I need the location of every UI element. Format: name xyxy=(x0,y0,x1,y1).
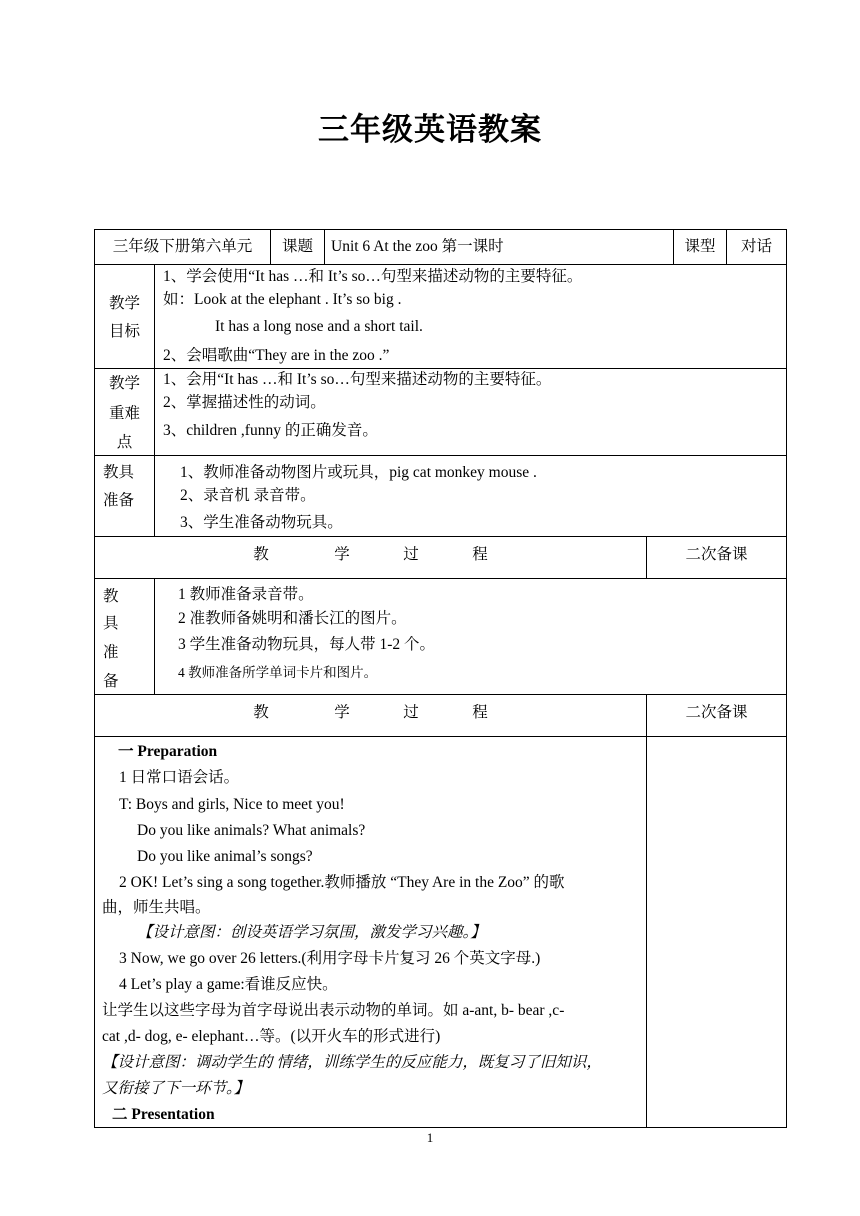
section-heading-preparation: 一 Preparation xyxy=(118,743,218,760)
prep-label-char: 备 xyxy=(103,673,119,690)
second-prep-header: 二次备课 xyxy=(685,704,748,721)
goals-line: It has a long nose and a short tail. xyxy=(215,318,423,335)
process-line: 3 Now, we go over 26 letters.(利用字母卡片复习 26 个英文字母.) xyxy=(119,950,541,967)
process-header-char: 学 xyxy=(334,546,350,563)
topic-cell: Unit 6 At the zoo 第一课时 xyxy=(331,238,504,255)
process-header-char: 过 xyxy=(403,704,419,721)
process-line: 2 OK! Let’s sing a song together.教师播放 “They Are in the Zoo” 的歌 xyxy=(119,874,565,891)
goals-line: 如：Look at the elephant . It’s so big . xyxy=(163,291,402,308)
table-rule xyxy=(94,694,787,695)
type-label: 课型 xyxy=(684,238,716,255)
topic-label: 课题 xyxy=(281,238,313,255)
process-header-char: 过 xyxy=(403,546,419,563)
section-heading-presentation: 二 Presentation xyxy=(112,1106,215,1123)
tools-line: 3、学生准备动物玩具。 xyxy=(180,514,343,531)
process-header-char: 教 xyxy=(253,704,269,721)
type-cell: 对话 xyxy=(740,238,772,255)
goals-label: 目标 xyxy=(108,323,140,340)
goals-line: 1、学会使用“It has …和 It’s so…句型来描述动物的主要特征。 xyxy=(163,268,583,285)
process-header-char: 教 xyxy=(253,546,269,563)
prep-label-char: 准 xyxy=(103,644,119,661)
tools-label: 教具 xyxy=(103,464,135,481)
goals-line: 2、会唱歌曲“They are in the zoo .” xyxy=(163,347,390,364)
prep-label-char: 教 xyxy=(103,588,119,605)
second-prep-header: 二次备课 xyxy=(685,546,748,563)
prep-label-char: 具 xyxy=(103,615,119,632)
prep-line: 1 教师准备录音带。 xyxy=(178,586,314,603)
process-line: 让学生以这些字母为首字母说出表示动物的单词。如 a-ant, b- bear ,c- xyxy=(102,1002,565,1019)
process-line: Do you like animal’s songs? xyxy=(137,848,313,865)
table-rule xyxy=(94,455,787,456)
process-line: 4 Let’s play a game:看谁反应快。 xyxy=(119,976,338,993)
goals-label: 教学 xyxy=(108,295,140,312)
key-points-line: 2、掌握描述性的动词。 xyxy=(163,394,326,411)
table-rule xyxy=(94,368,787,369)
key-points-label: 重难 xyxy=(108,405,140,422)
table-border-bottom xyxy=(94,1127,787,1128)
prep-line: 3 学生准备动物玩具，每人带 1-2 个。 xyxy=(178,636,436,653)
process-line: 曲，师生共唱。 xyxy=(102,899,211,916)
design-intent-note: 【设计意图：调动学生的 情绪，训练学生的反应能力，既复习了旧知识， xyxy=(102,1054,602,1071)
table-rule xyxy=(94,536,787,537)
process-header-char: 程 xyxy=(472,704,488,721)
table-border-right xyxy=(786,229,787,1128)
table-border-left xyxy=(94,229,95,1128)
key-points-line: 3、children ,funny 的正确发音。 xyxy=(163,422,378,439)
table-rule xyxy=(94,264,787,265)
design-intent-note: 【设计意图：创设英语学习氛围，激发学习兴趣。】 xyxy=(137,924,486,941)
key-points-label: 点 xyxy=(116,434,133,451)
page-number: 1 xyxy=(426,1130,434,1145)
key-points-line: 1、会用“It has …和 It’s so…句型来描述动物的主要特征。 xyxy=(163,371,552,388)
design-intent-note: 又衔接了下一环节。】 xyxy=(102,1080,250,1097)
process-line: Do you like animals? What animals? xyxy=(137,822,366,839)
table-rule xyxy=(94,578,787,579)
prep-line: 2 准教师备姚明和潘长江的图片。 xyxy=(178,610,407,627)
key-points-label: 教学 xyxy=(108,375,140,392)
process-line: cat ,d- dog, e- elephant…等。(以开火车的形式进行) xyxy=(102,1028,441,1045)
tools-label: 准备 xyxy=(103,492,135,509)
document-title: 三年级英语教案 xyxy=(318,112,542,148)
table-rule xyxy=(94,736,787,737)
process-header-char: 程 xyxy=(472,546,488,563)
prep-line: 4 教师准备所学单词卡片和图片。 xyxy=(178,665,378,680)
tools-line: 2、录音机 录音带。 xyxy=(180,487,316,504)
tools-line: 1、教师准备动物图片或玩具，pig cat monkey mouse . xyxy=(180,464,537,481)
unit-cell: 三年级下册第六单元 xyxy=(112,238,253,255)
process-line: T: Boys and girls, Nice to meet you! xyxy=(119,796,345,813)
process-line: 1 日常口语会话。 xyxy=(119,769,240,786)
process-header-char: 学 xyxy=(334,704,350,721)
table-border-top xyxy=(94,229,787,230)
